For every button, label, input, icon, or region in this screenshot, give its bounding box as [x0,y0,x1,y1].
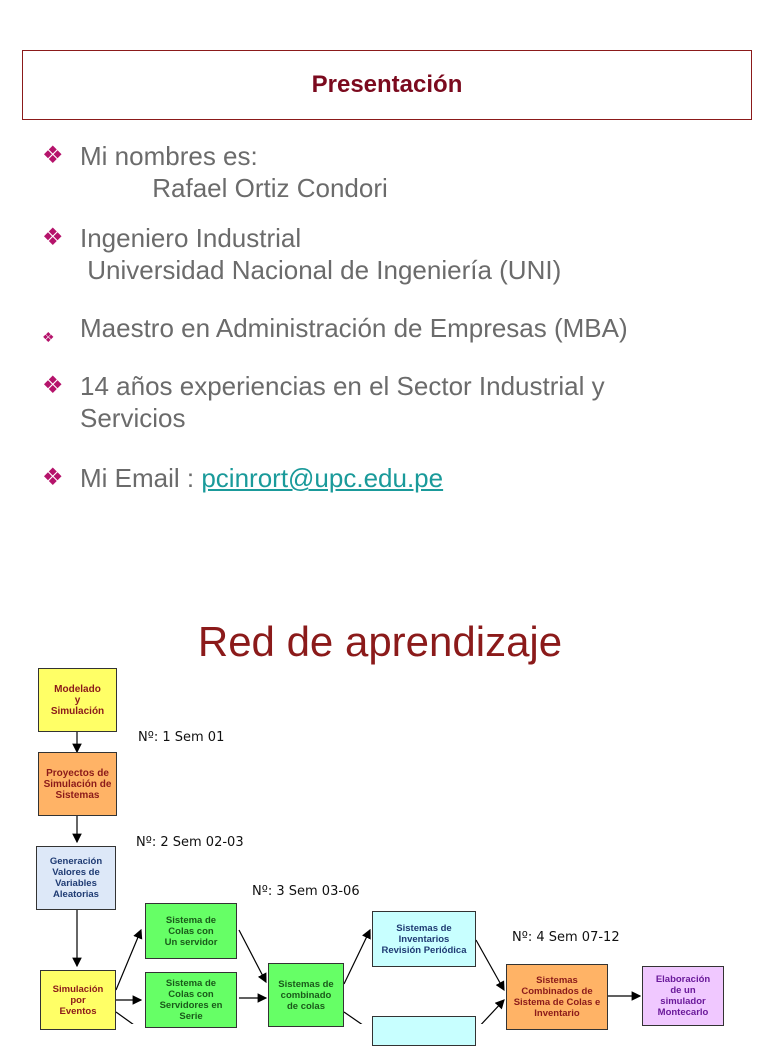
bullet-text: Universidad Nacional de Ingeniería (UNI) [80,255,562,285]
week-label-2: Nº: 2 Sem 02-03 [136,835,244,850]
node-generacion-valores: Generación Valores de Variables Aleatorias [36,846,116,910]
bullet-text: Maestro en Administración de Empresas (MBA) [80,313,628,343]
node-inventarios-periodica: Sistemas de Inventarios Revisión Periódica [372,911,476,967]
bullet-text: Ingeniero Industrial [80,223,302,253]
week-label-4: Nº: 4 Sem 07-12 [512,930,620,945]
diamond-bullet-icon: ❖ [42,372,64,399]
node-proyectos-simulacion: Proyectos de Simulación de Sistemas [38,752,117,816]
node-sistemas-combinados: Sistemas Combinados de Sistema de Colas e Inventario [506,964,608,1030]
week-label-3: Nº: 3 Sem 03-06 [252,884,360,899]
email-label: Mi Email : [80,463,202,493]
node-inventarios-continua [372,1016,476,1046]
node-modelado-simulacion: Modelado y Simulación [38,668,117,732]
slide-title: Presentación [311,71,463,98]
node-colas-serie: Sistema de Colas con Servidores en Serie [145,972,237,1028]
bullet-text: Mi nombres es: [80,141,258,171]
network-title: Red de aprendizaje [197,618,563,665]
node-simulador-montecarlo: Elaboración de un simulador Montecarlo [642,966,724,1026]
diamond-bullet-icon: ❖ [42,224,64,251]
week-label-1: Nº: 1 Sem 01 [138,730,225,745]
node-simulacion-eventos: Simulación por Eventos [40,970,116,1030]
diamond-bullet-icon: ❖ [42,142,64,169]
diamond-bullet-icon: ❖ [42,329,55,345]
diamond-bullet-icon: ❖ [42,464,64,491]
bullet-text: Servicios [80,403,186,433]
bullet-text: 14 años experiencias en el Sector Industrial y [80,371,605,401]
node-combinado-colas: Sistemas de combinado de colas [268,963,344,1027]
node-colas-un-servidor: Sistema de Colas con Un servidor [145,903,237,959]
email-link[interactable]: pcinrort@upc.edu.pe [201,463,444,493]
bullet-text: Rafael Ortiz Condori [80,173,388,203]
